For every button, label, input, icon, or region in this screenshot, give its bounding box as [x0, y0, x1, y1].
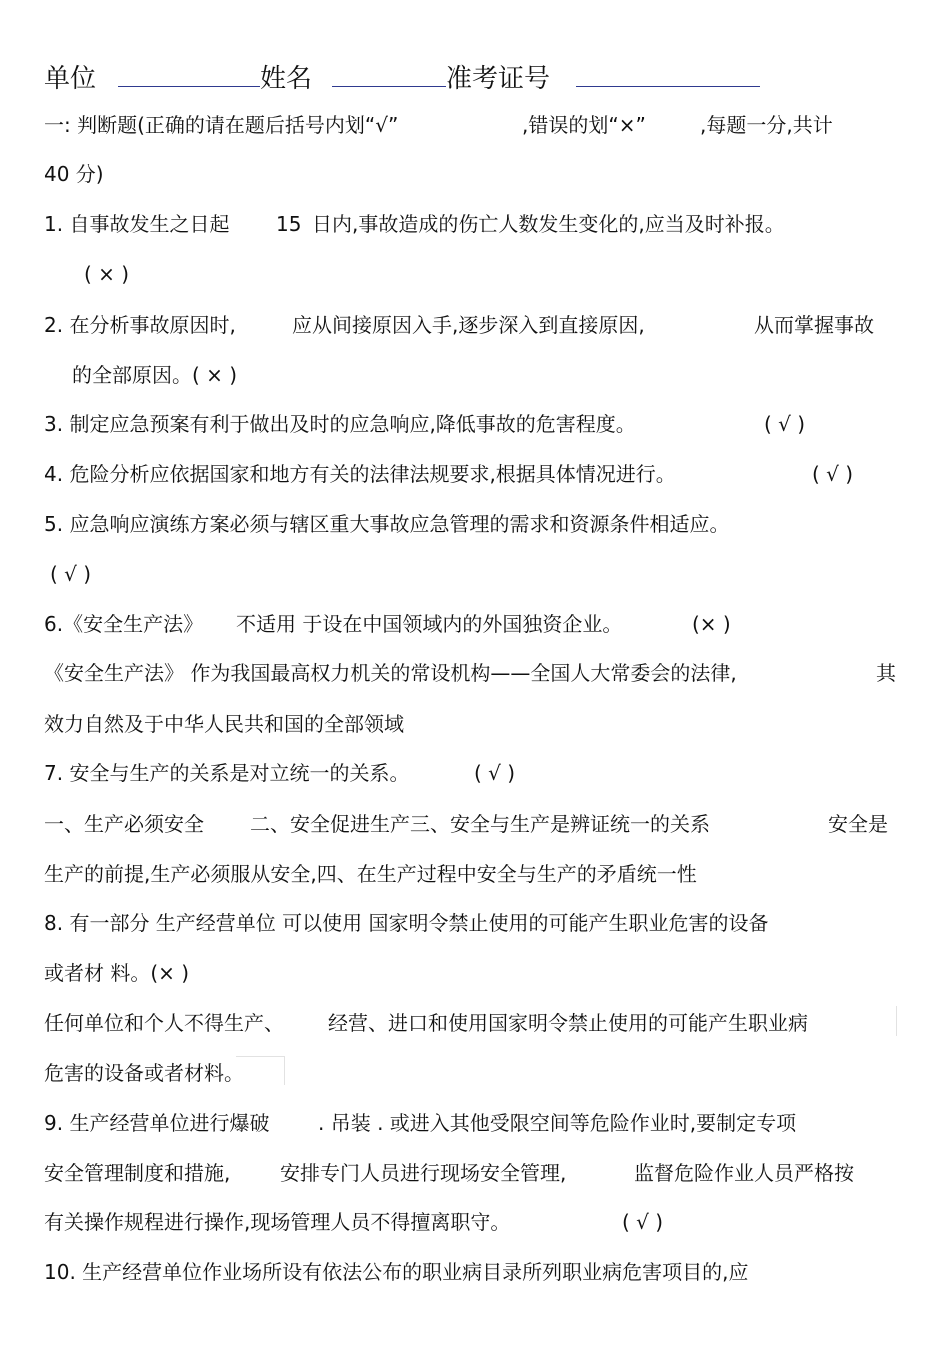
question-6: 6.《安全生产法》: [44, 612, 204, 636]
section-instructions-b: ,错误的划“×”: [522, 113, 646, 137]
unit-label: 单位: [44, 64, 97, 94]
question-7-explanation-c: 安全是: [828, 812, 888, 836]
exam-header: [44, 58, 760, 95]
question-5: 5. 应急响应演练方案必须与辖区重大事故应急管理的需求和资源条件相适应。: [44, 512, 730, 536]
question-1-days: 15: [276, 212, 302, 236]
question-7: 7. 安全与生产的关系是对立统一的关系。: [44, 761, 410, 785]
question-2-answer: 的全部原因。( × ): [72, 363, 238, 387]
unit-blank-field[interactable]: [118, 58, 260, 87]
section-instructions-score: 40 分): [44, 162, 104, 186]
question-6-explanation-2: 效力自然及于中华人民共和国的全部领域: [44, 712, 404, 736]
question-7-answer: ( √ ): [474, 761, 516, 785]
question-8-explanation-2: 危害的设备或者材料。: [44, 1061, 244, 1085]
question-2: 2. 在分析事故原因时,: [44, 313, 236, 337]
name-blank-field[interactable]: [332, 58, 446, 87]
question-2-c: 从而掌握事故: [754, 313, 874, 337]
question-7-explanation-b: 二、安全促进生产三、安全与生产是辨证统一的关系: [250, 812, 710, 836]
question-8-answer: 或者材 料。(× ): [44, 961, 190, 985]
question-9: 9. 生产经营单位进行爆破: [44, 1111, 270, 1135]
question-4: 4. 危险分析应依据国家和地方有关的法律法规要求,根据具体情况进行。: [44, 462, 676, 486]
exam-id-label: 准考证号: [446, 64, 551, 94]
question-2-b: 应从间接原因入手,逐步深入到直接原因,: [292, 313, 645, 337]
question-10: 10. 生产经营单位作业场所设有依法公布的职业病目录所列职业病危害项目的,应: [44, 1260, 749, 1284]
question-5-answer: ( √ ): [50, 562, 92, 586]
question-8: 8. 有一部分 生产经营单位 可以使用 国家明令禁止使用的可能产生职业危害的设备: [44, 911, 769, 935]
question-6-answer: (× ): [692, 612, 731, 636]
name-label: 姓名: [260, 64, 313, 94]
question-6-explanation-b: 其: [876, 661, 896, 685]
question-1: 1. 自事故发生之日起: [44, 212, 230, 236]
question-6-b: 不适用 于设在中国领域内的外国独资企业。: [236, 612, 623, 636]
question-3: 3. 制定应急预案有利于做出及时的应急响应,降低事故的危害程度。: [44, 412, 636, 436]
question-1-rest: 日内,事故造成的伤亡人数发生变化的,应当及时补报。: [312, 212, 785, 236]
question-9-answer: ( √ ): [622, 1210, 664, 1234]
question-7-explanation: 一、生产必须安全: [44, 812, 204, 836]
question-9-line2-c: 监督危险作业人员严格按: [634, 1161, 854, 1185]
question-9-b: . 吊装 . 或进入其他受限空间等危险作业时,要制定专项: [318, 1111, 797, 1135]
question-4-answer: ( √ ): [812, 462, 854, 486]
section-instructions-c: ,每题一分,共计: [700, 113, 833, 137]
section-instructions: 一: 判断题(正确的请在题后括号内划“√”: [44, 113, 399, 137]
question-3-answer: ( √ ): [764, 412, 806, 436]
question-7-explanation-2: 生产的前提,生产必须服从安全,四、在生产过程中安全与生产的矛盾统一性: [44, 862, 697, 886]
frame-edge-right: [896, 1006, 899, 1036]
question-8-explanation: 任何单位和个人不得生产、: [44, 1011, 284, 1035]
question-1-answer: ( × ): [84, 262, 130, 286]
frame-edge-corner: [236, 1056, 285, 1085]
question-6-explanation: 《安全生产法》 作为我国最高权力机关的常设机构——全国人大常委会的法律,: [44, 661, 737, 685]
question-9-line2-b: 安排专门人员进行现场安全管理,: [280, 1161, 567, 1185]
question-9-line2: 安全管理制度和措施,: [44, 1161, 231, 1185]
exam-id-blank-field[interactable]: [576, 58, 760, 87]
question-8-explanation-b: 经营、进口和使用国家明令禁止使用的可能产生职业病: [328, 1011, 808, 1035]
question-9-line3: 有关操作规程进行操作,现场管理人员不得擅离职守。: [44, 1210, 511, 1234]
